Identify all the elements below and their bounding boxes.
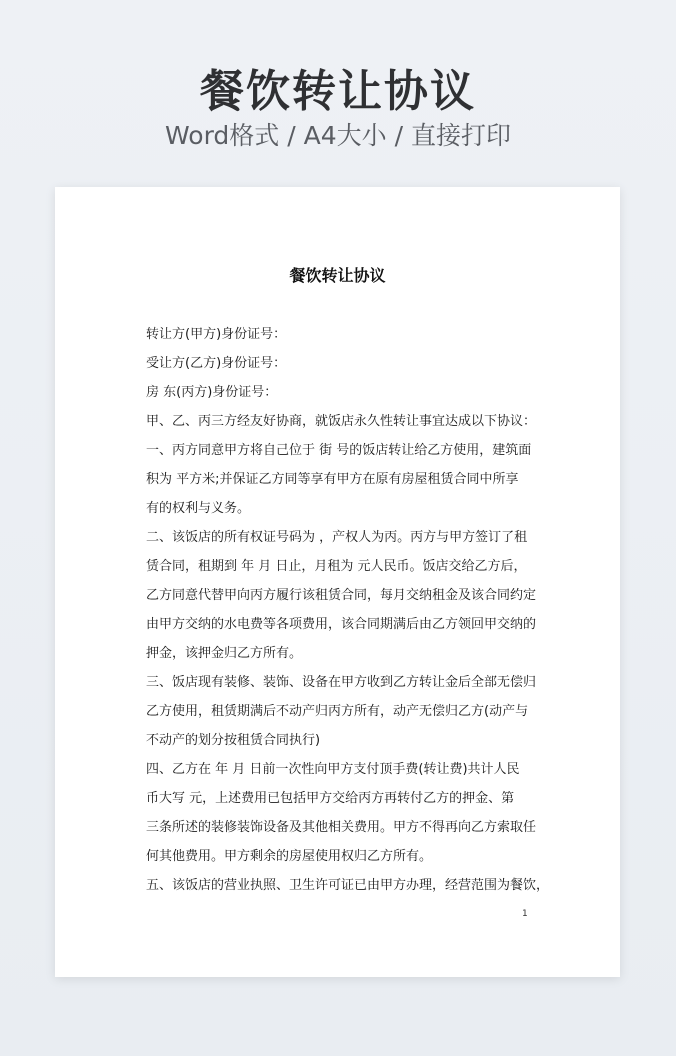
doc-line: 积为 平方米;并保证乙方同等享有甲方在原有房屋租赁合同中所享 [146,472,519,487]
doc-line: 转让方(甲方)身份证号： [146,327,287,342]
doc-line: 受让方(乙方)身份证号： [146,356,287,371]
document-title: 餐饮转让协议 [289,266,386,285]
doc-line: 赁合同，租期到 年 月 日止，月租为 元人民币。饭店交给乙方后， [146,559,527,574]
doc-line: 押金，该押金归乙方所有。 [146,646,303,661]
doc-line: 乙方使用，租赁期满后不动产归丙方所有，动产无偿归乙方(动产与 [146,704,529,719]
doc-line: 甲、乙、丙三方经友好协商，就饭店永久性转让事宜达成以下协议： [146,414,537,429]
doc-line: 一、丙方同意甲方将自己位于 街 号的饭店转让给乙方使用，建筑面 [146,443,532,458]
doc-line: 三、饭店现有装修、装饰、设备在甲方收到乙方转让金后全部无偿归 [146,675,537,690]
banner-subtitle: Word格式 / A4大小 / 直接打印 [165,121,511,150]
doc-line: 五、该饭店的营业执照、卫生许可证已由甲方办理，经营范围为餐饮， [146,878,550,893]
doc-line: 何其他费用。甲方剩余的房屋使用权归乙方所有。 [146,849,433,864]
doc-line: 房 东(丙方)身份证号： [146,385,278,400]
doc-line: 四、乙方在 年 月 日前一次性向甲方支付顶手费(转让费)共计人民 [146,762,520,777]
document-body [146,320,550,900]
doc-line: 由甲方交纳的水电费等各项费用，该合同期满后由乙方领回甲交纳的 [146,617,537,632]
banner-title: 餐饮转让协议 [200,66,476,117]
doc-line: 二、该饭店的所有权证号码为 ，产权人为丙。丙方与甲方签订了租 [146,530,528,545]
doc-line: 三条所述的装修装饰设备及其他相关费用。甲方不得再向乙方索取任 [146,820,537,835]
doc-line: 乙方同意代替甲向丙方履行该租赁合同，每月交纳租金及该合同约定 [146,588,537,603]
doc-line: 币大写 元，上述费用已包括甲方交给丙方再转付乙方的押金、第 [146,791,515,806]
page-number: 1 [522,909,528,919]
doc-line: 有的权利与义务。 [146,501,251,516]
document-page [55,187,620,977]
doc-line: 不动产的划分按租赁合同执行) [146,733,321,748]
